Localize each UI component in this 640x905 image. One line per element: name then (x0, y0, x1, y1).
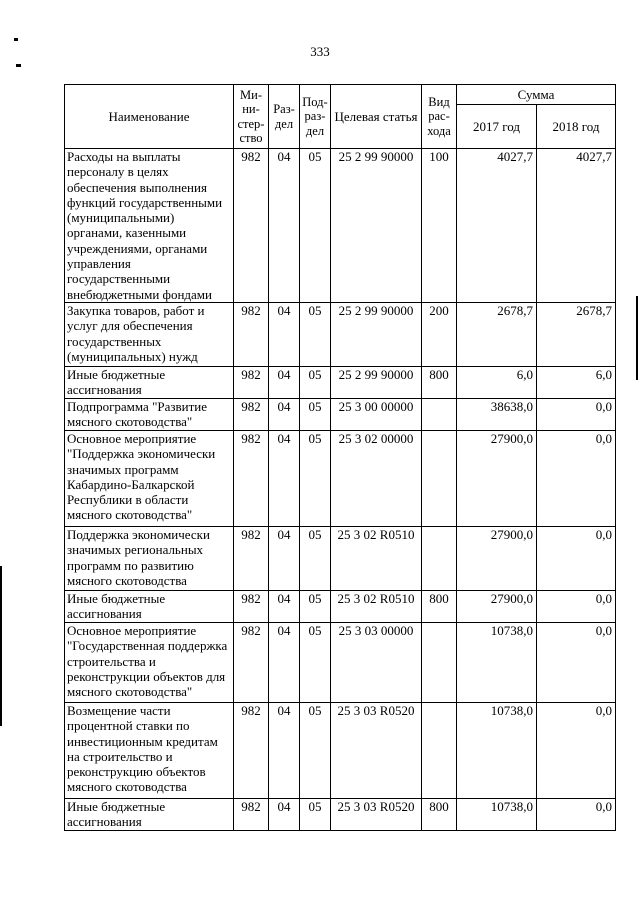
scan-mark (0, 566, 2, 726)
row-ministry: 982 (234, 398, 269, 430)
row-section: 04 (269, 398, 300, 430)
row-section: 04 (269, 526, 300, 590)
row-2017: 10738,0 (457, 702, 537, 798)
row-target: 25 2 99 90000 (331, 149, 422, 303)
row-section: 04 (269, 430, 300, 526)
row-name: Поддержка экономически значимых региональных программ по развитию мясного скотоводства (65, 526, 234, 590)
row-ministry: 982 (234, 702, 269, 798)
scan-mark (636, 296, 638, 380)
row-2017: 2678,7 (457, 302, 537, 366)
header-2017: 2017 год (457, 105, 537, 149)
row-name: Возмещение части процентной ставки по инвестиционным кредитам на строительство и реконструкцию объектов мясного скотоводства (65, 702, 234, 798)
row-target: 25 3 03 R0520 (331, 798, 422, 830)
table-row (65, 526, 616, 590)
row-2017: 38638,0 (457, 398, 537, 430)
row-target: 25 2 99 90000 (331, 302, 422, 366)
row-ministry: 982 (234, 302, 269, 366)
row-name: Подпрограмма "Развитие мясного скотоводства" (65, 398, 234, 430)
row-2018: 0,0 (537, 398, 616, 430)
row-subsection: 05 (300, 798, 331, 830)
header-name: Наименование (65, 85, 234, 149)
header-ministry: Ми-ни-стер-ство (234, 85, 269, 149)
row-type: 800 (422, 798, 457, 830)
header-expense-type: Вид рас-хода (422, 85, 457, 149)
row-type (422, 702, 457, 798)
header-target: Целевая статья (331, 85, 422, 149)
table-row (65, 398, 616, 430)
row-type (422, 622, 457, 702)
row-section: 04 (269, 149, 300, 303)
row-subsection: 05 (300, 590, 331, 622)
row-ministry: 982 (234, 366, 269, 398)
table-row (65, 798, 616, 830)
header-section: Раз-дел (269, 85, 300, 149)
row-ministry: 982 (234, 526, 269, 590)
table-row (65, 622, 616, 702)
row-type (422, 398, 457, 430)
row-target: 25 3 02 00000 (331, 430, 422, 526)
row-2018: 0,0 (537, 702, 616, 798)
row-subsection: 05 (300, 302, 331, 366)
row-ministry: 982 (234, 622, 269, 702)
row-section: 04 (269, 702, 300, 798)
row-subsection: 05 (300, 398, 331, 430)
row-2017: 6,0 (457, 366, 537, 398)
row-name: Основное мероприятие "Поддержка экономически значимых программ Кабардино-Балкарской Республики в области мясного скотоводства" (65, 430, 234, 526)
row-2017: 27900,0 (457, 526, 537, 590)
row-name: Закупка товаров, работ и услуг для обеспечения государственных (муниципальных) нужд (65, 302, 234, 366)
row-ministry: 982 (234, 149, 269, 303)
row-type: 800 (422, 366, 457, 398)
header-2018: 2018 год (537, 105, 616, 149)
table-row (65, 430, 616, 526)
row-target: 25 3 03 00000 (331, 622, 422, 702)
row-type (422, 430, 457, 526)
row-subsection: 05 (300, 526, 331, 590)
row-2018: 4027,7 (537, 149, 616, 303)
row-subsection: 05 (300, 702, 331, 798)
row-type: 100 (422, 149, 457, 303)
row-name: Иные бюджетные ассигнования (65, 590, 234, 622)
row-2018: 2678,7 (537, 302, 616, 366)
row-name: Расходы на выплаты персоналу в целях обеспечения выполнения функций государственными (муниципальными) органами, казенными учреждениями, органами управления государственными внебюджетными фондами (65, 149, 234, 303)
row-target: 25 3 02 R0510 (331, 590, 422, 622)
row-2017: 10738,0 (457, 798, 537, 830)
scan-mark (16, 64, 21, 67)
row-subsection: 05 (300, 366, 331, 398)
table-row (65, 366, 616, 398)
row-target: 25 2 99 90000 (331, 366, 422, 398)
row-2017: 27900,0 (457, 590, 537, 622)
scan-mark (14, 38, 18, 41)
page-number: 333 (310, 44, 330, 59)
row-subsection: 05 (300, 622, 331, 702)
row-2018: 0,0 (537, 798, 616, 830)
row-name: Иные бюджетные ассигнования (65, 366, 234, 398)
row-2017: 27900,0 (457, 430, 537, 526)
budget-table (64, 84, 616, 831)
row-section: 04 (269, 622, 300, 702)
row-section: 04 (269, 798, 300, 830)
row-2018: 0,0 (537, 622, 616, 702)
row-2018: 0,0 (537, 590, 616, 622)
row-2017: 10738,0 (457, 622, 537, 702)
table-row (65, 149, 616, 303)
row-name: Иные бюджетные ассигнования (65, 798, 234, 830)
table-row (65, 702, 616, 798)
table-row (65, 302, 616, 366)
row-ministry: 982 (234, 798, 269, 830)
row-2018: 0,0 (537, 430, 616, 526)
row-section: 04 (269, 590, 300, 622)
row-type: 200 (422, 302, 457, 366)
row-subsection: 05 (300, 149, 331, 303)
row-2018: 0,0 (537, 526, 616, 590)
row-ministry: 982 (234, 590, 269, 622)
row-ministry: 982 (234, 430, 269, 526)
header-subsection: Под-раз-дел (300, 85, 331, 149)
row-target: 25 3 02 R0510 (331, 526, 422, 590)
row-section: 04 (269, 302, 300, 366)
row-type: 800 (422, 590, 457, 622)
row-name: Основное мероприятие "Государственная поддержка строительства и реконструкции объектов для мясного скотоводства" (65, 622, 234, 702)
row-2017: 4027,7 (457, 149, 537, 303)
row-2018: 6,0 (537, 366, 616, 398)
row-section: 04 (269, 366, 300, 398)
row-target: 25 3 00 00000 (331, 398, 422, 430)
table-row (65, 590, 616, 622)
row-type (422, 526, 457, 590)
header-sum: Сумма (457, 85, 616, 105)
row-subsection: 05 (300, 430, 331, 526)
row-target: 25 3 03 R0520 (331, 702, 422, 798)
